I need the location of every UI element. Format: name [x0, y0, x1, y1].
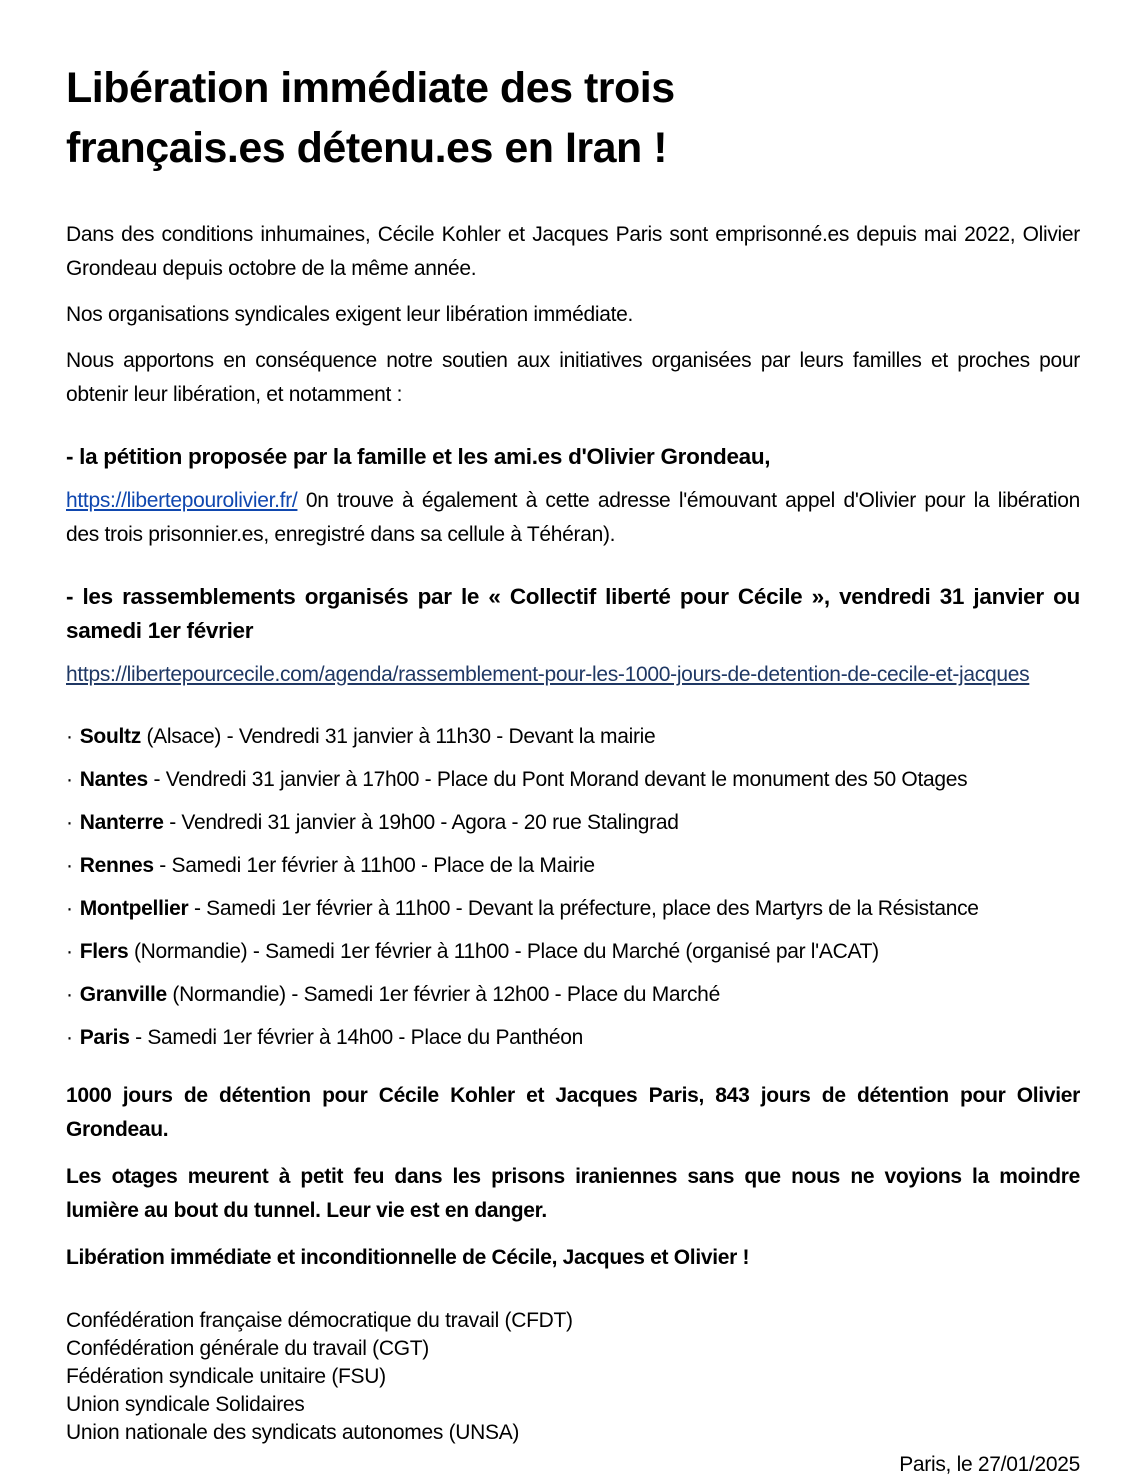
signatory-list — [66, 1307, 1080, 1447]
rally-list — [66, 720, 1080, 1055]
rassemblements-link-paragraph — [66, 658, 1080, 692]
bullet-marker: · — [66, 854, 73, 877]
petition-paragraph — [66, 484, 1080, 552]
emphasis-detention-days: 1000 jours de détention pour Cécile Kohler et Jacques Paris, 843 jours de détention pour Olivier Grondeau. — [66, 1084, 1080, 1141]
rassemblements-heading: - les rassemblements organisés par le « Collectif liberté pour Cécile », vendredi 31 janvier ou samedi 1er février — [66, 584, 1080, 643]
signatory-cfdt: Confédération française démocratique du travail (CFDT) — [66, 1309, 573, 1332]
bullet-marker: · — [66, 940, 73, 963]
rally-city: Montpellier — [79, 897, 189, 920]
signatory-cgt: Confédération générale du travail (CGT) — [66, 1337, 429, 1360]
rally-city: Nantes — [79, 768, 148, 791]
emphasis-block — [66, 1079, 1080, 1275]
petition-heading: - la pétition proposée par la famille et les ami.es d'Olivier Grondeau, — [66, 444, 771, 469]
bullet-marker: · — [66, 983, 73, 1006]
intro-paragraph-1: Dans des conditions inhumaines, Cécile Kohler et Jacques Paris sont emprisonné.es depuis mai 2022, Olivier Grondeau depuis octobre de la même année. — [66, 223, 1080, 280]
bullet-marker: · — [66, 811, 73, 834]
intro-paragraph-2: Nos organisations syndicales exigent leur libération immédiate. — [66, 303, 634, 326]
rally-details: (Alsace) - Vendredi 31 janvier à 11h30 - Devant la mairie — [140, 725, 656, 748]
bullet-marker: · — [66, 725, 73, 748]
rally-item-nantes — [66, 763, 1080, 797]
emphasis-hostages-danger: Les otages meurent à petit feu dans les prisons iraniennes sans que nous ne voyions la moindre lumière au bout du tunnel. Leur vie est en danger. — [66, 1165, 1080, 1222]
rally-city: Soultz — [79, 725, 141, 748]
rally-item-paris — [66, 1021, 1080, 1055]
rally-details: (Normandie) - Samedi 1er février à 11h00 - Place du Marché (organisé par l'ACAT) — [128, 940, 879, 963]
emphasis-liberation-call: Libération immédiate et inconditionnelle de Cécile, Jacques et Olivier ! — [66, 1246, 750, 1269]
rally-city: Flers — [79, 940, 129, 963]
intro-paragraph-3: Nous apportons en conséquence notre soutien aux initiatives organisées par leurs familles et proches pour obtenir leur libération, et notamment : — [66, 349, 1080, 406]
rally-item-soultz — [66, 720, 1080, 754]
bullet-marker: · — [66, 897, 73, 920]
rally-details: - Samedi 1er février à 11h00 - Place de la Mairie — [153, 854, 595, 877]
signatory-fsu: Fédération syndicale unitaire (FSU) — [66, 1365, 386, 1388]
page-title: Libération immédiate des trois français.es détenu.es en Iran ! — [66, 64, 675, 172]
rally-item-nanterre — [66, 806, 1080, 840]
petition-paragraph-text: 0n trouve à également à cette adresse l'émouvant appel d'Olivier pour la libération des trois prisonnier.es, enregistré dans sa cellule à Téhéran). — [66, 489, 1080, 546]
dateline: Paris, le 27/01/2025 — [899, 1453, 1080, 1476]
rally-city: Nanterre — [79, 811, 164, 834]
rally-item-granville — [66, 978, 1080, 1012]
rally-details: (Normandie) - Samedi 1er février à 12h00 - Place du Marché — [166, 983, 720, 1006]
signatory-unsa: Union nationale des syndicats autonomes (UNSA) — [66, 1421, 520, 1444]
rally-details: - Vendredi 31 janvier à 19h00 - Agora - 20 rue Stalingrad — [163, 811, 679, 834]
bullet-marker: · — [66, 1026, 73, 1049]
rally-city: Granville — [79, 983, 167, 1006]
rally-item-montpellier — [66, 892, 1080, 926]
rally-details: - Vendredi 31 janvier à 17h00 - Place du Pont Morand devant le monument des 50 Otages — [147, 768, 968, 791]
rally-details: - Samedi 1er février à 11h00 - Devant la préfecture, place des Martyrs de la Résistance — [188, 897, 979, 920]
rally-details: - Samedi 1er février à 14h00 - Place du Panthéon — [129, 1026, 583, 1049]
signatory-solidaires: Union syndicale Solidaires — [66, 1393, 305, 1416]
rally-city: Paris — [79, 1026, 130, 1049]
petition-link[interactable]: https://libertepourolivier.fr/ — [66, 489, 298, 512]
bullet-marker: · — [66, 768, 73, 791]
rally-city: Rennes — [79, 854, 154, 877]
rassemblements-link[interactable]: https://libertepourcecile.com/agenda/rassemblement-pour-les-1000-jours-de-detention-de-cecile-et-jacques — [66, 663, 1030, 686]
rally-item-rennes — [66, 849, 1080, 883]
rally-item-flers — [66, 935, 1080, 969]
